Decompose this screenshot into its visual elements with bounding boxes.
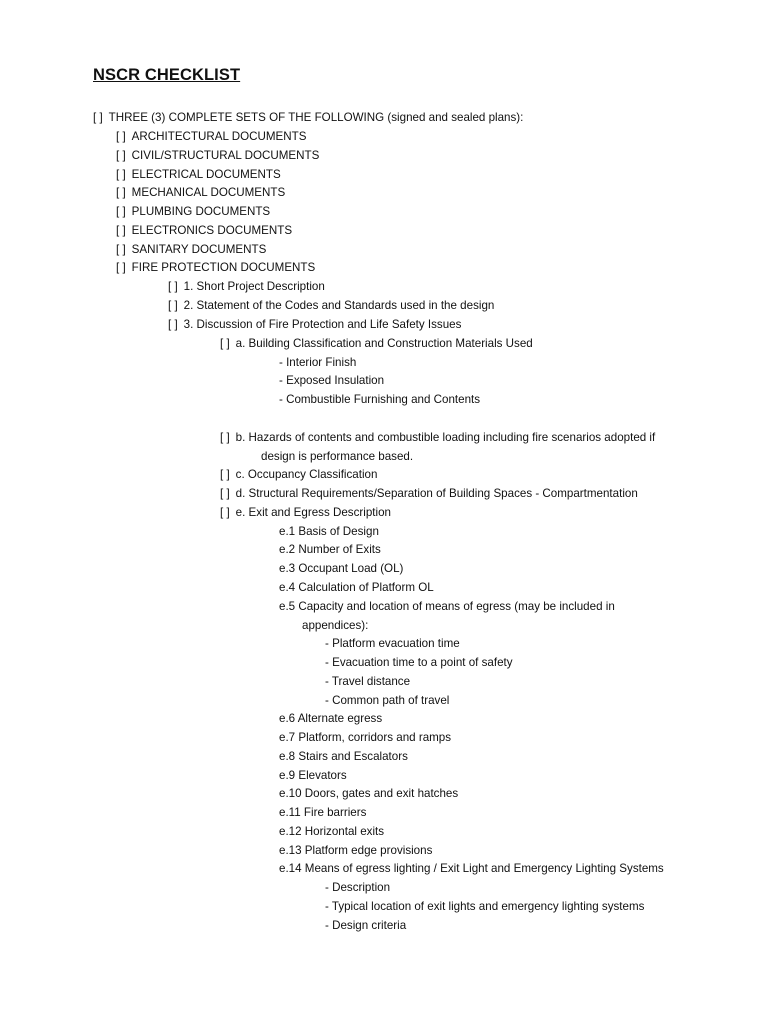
checkbox[interactable]: [ ] bbox=[168, 318, 178, 331]
checklist-subitem bbox=[279, 787, 458, 801]
checklist-subitem bbox=[279, 750, 408, 764]
checklist-subitem bbox=[279, 862, 664, 876]
item-text: appendices): bbox=[302, 619, 369, 632]
checklist-subitem bbox=[279, 525, 379, 539]
checklist-subitem bbox=[279, 393, 480, 407]
item-text: design is performance based. bbox=[261, 450, 414, 463]
checkbox[interactable]: [ ] bbox=[116, 205, 126, 218]
item-text: e. Exit and Egress Description bbox=[235, 506, 391, 519]
checklist-item bbox=[116, 243, 266, 257]
item-text: a. Building Classification and Construction Materials Used bbox=[235, 337, 533, 350]
checkbox[interactable]: [ ] bbox=[116, 168, 126, 181]
item-text: - Evacuation time to a point of safety bbox=[325, 656, 513, 669]
item-text: e.12 Horizontal exits bbox=[279, 825, 385, 838]
item-text: 2. Statement of the Codes and Standards used in the design bbox=[183, 299, 495, 312]
checklist-item bbox=[116, 168, 281, 182]
checkbox[interactable]: [ ] bbox=[220, 431, 230, 444]
checklist-subitem bbox=[302, 619, 368, 633]
checklist-item bbox=[116, 224, 292, 238]
item-text: e.2 Number of Exits bbox=[279, 543, 381, 556]
checkbox[interactable]: [ ] bbox=[220, 337, 230, 350]
item-text: - Travel distance bbox=[325, 675, 411, 688]
checklist-subitem bbox=[325, 637, 460, 651]
item-text: d. Structural Requirements/Separation of Building Spaces - Compartmentation bbox=[235, 487, 638, 500]
checkbox[interactable]: [ ] bbox=[220, 506, 230, 519]
page-title: NSCR CHECKLIST bbox=[93, 66, 241, 84]
item-text: e.14 Means of egress lighting / Exit Light and Emergency Lighting Systems bbox=[279, 862, 664, 875]
item-text: e.6 Alternate egress bbox=[279, 712, 383, 725]
checklist-subitem bbox=[325, 675, 410, 689]
item-text: 1. Short Project Description bbox=[183, 280, 325, 293]
item-text: CIVIL/STRUCTURAL DOCUMENTS bbox=[131, 149, 320, 162]
item-text: e.5 Capacity and location of means of egress (may be included in bbox=[279, 600, 615, 613]
item-text: e.7 Platform, corridors and ramps bbox=[279, 731, 452, 744]
item-text: PLUMBING DOCUMENTS bbox=[131, 205, 271, 218]
checklist-subitem bbox=[279, 562, 403, 576]
checklist-subitem bbox=[325, 900, 644, 914]
item-text: e.13 Platform edge provisions bbox=[279, 844, 433, 857]
checkbox[interactable]: [ ] bbox=[116, 224, 126, 237]
checklist-subitem bbox=[279, 356, 356, 370]
checkbox[interactable]: [ ] bbox=[220, 468, 230, 481]
checklist-subitem bbox=[279, 712, 382, 726]
item-text: e.11 Fire barriers bbox=[279, 806, 367, 819]
item-text: - Common path of travel bbox=[325, 694, 450, 707]
checkbox[interactable]: [ ] bbox=[93, 111, 103, 124]
item-text: - Interior Finish bbox=[279, 356, 357, 369]
checklist-item bbox=[116, 261, 315, 275]
item-text: SANITARY DOCUMENTS bbox=[131, 243, 267, 256]
checklist-item bbox=[168, 299, 494, 313]
item-text: - Platform evacuation time bbox=[325, 637, 460, 650]
checklist-item bbox=[220, 468, 377, 482]
item-text: THREE (3) COMPLETE SETS OF THE FOLLOWING (signed and sealed plans): bbox=[108, 111, 524, 124]
checklist-subitem bbox=[261, 450, 413, 464]
item-text: - Combustible Furnishing and Contents bbox=[279, 393, 481, 406]
checklist-subitem bbox=[279, 769, 347, 783]
checklist-subitem bbox=[279, 374, 384, 388]
item-text: MECHANICAL DOCUMENTS bbox=[131, 186, 286, 199]
checklist-subitem bbox=[279, 600, 615, 614]
item-text: FIRE PROTECTION DOCUMENTS bbox=[131, 261, 316, 274]
checkbox[interactable]: [ ] bbox=[220, 487, 230, 500]
checklist-subitem bbox=[325, 919, 406, 933]
checklist-subitem bbox=[279, 581, 434, 595]
item-text: e.3 Occupant Load (OL) bbox=[279, 562, 404, 575]
checklist-item bbox=[168, 280, 325, 294]
item-text: e.1 Basis of Design bbox=[279, 525, 379, 538]
checklist-item bbox=[93, 111, 523, 125]
item-text: e.4 Calculation of Platform OL bbox=[279, 581, 434, 594]
checkbox[interactable]: [ ] bbox=[168, 280, 178, 293]
checklist-subitem bbox=[279, 543, 381, 557]
checklist-item bbox=[116, 205, 270, 219]
checkbox[interactable]: [ ] bbox=[116, 130, 126, 143]
item-text: 3. Discussion of Fire Protection and Life Safety Issues bbox=[183, 318, 462, 331]
item-text: - Description bbox=[325, 881, 391, 894]
item-text: ELECTRONICS DOCUMENTS bbox=[131, 224, 293, 237]
checkbox[interactable]: [ ] bbox=[168, 299, 178, 312]
checkbox[interactable]: [ ] bbox=[116, 243, 126, 256]
checklist-item bbox=[116, 149, 319, 163]
checkbox[interactable]: [ ] bbox=[116, 149, 126, 162]
checklist-item bbox=[220, 487, 638, 501]
item-text: - Typical location of exit lights and emergency lighting systems bbox=[325, 900, 645, 913]
checklist-subitem bbox=[279, 825, 384, 839]
checklist-item bbox=[168, 318, 461, 332]
checklist-subitem bbox=[279, 731, 451, 745]
item-text: ELECTRICAL DOCUMENTS bbox=[131, 168, 281, 181]
item-text: c. Occupancy Classification bbox=[235, 468, 378, 481]
checklist-item bbox=[220, 431, 655, 445]
checklist-item bbox=[220, 337, 533, 351]
item-text: e.8 Stairs and Escalators bbox=[279, 750, 408, 763]
item-text: ARCHITECTURAL DOCUMENTS bbox=[131, 130, 307, 143]
checklist-subitem bbox=[279, 844, 432, 858]
checklist-subitem bbox=[325, 694, 449, 708]
checklist-subitem bbox=[325, 656, 513, 670]
item-text: e.9 Elevators bbox=[279, 769, 347, 782]
checklist-item bbox=[116, 130, 306, 144]
item-text: e.10 Doors, gates and exit hatches bbox=[279, 787, 459, 800]
item-text: - Design criteria bbox=[325, 919, 407, 932]
checklist-subitem bbox=[279, 806, 366, 820]
checklist-item bbox=[116, 186, 285, 200]
checkbox[interactable]: [ ] bbox=[116, 186, 126, 199]
checklist-item bbox=[220, 506, 391, 520]
checklist-subitem bbox=[325, 881, 390, 895]
item-text: - Exposed Insulation bbox=[279, 374, 385, 387]
checkbox[interactable]: [ ] bbox=[116, 261, 126, 274]
item-text: b. Hazards of contents and combustible loading including fire scenarios adopted if bbox=[235, 431, 656, 444]
